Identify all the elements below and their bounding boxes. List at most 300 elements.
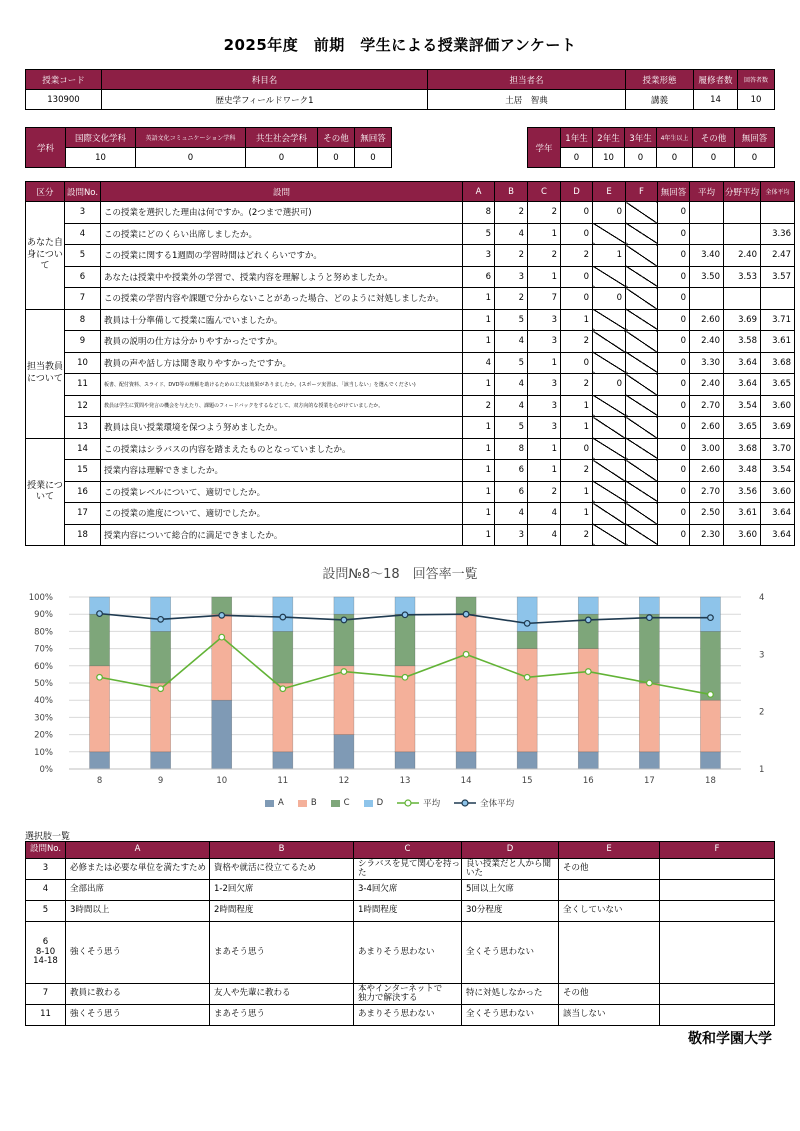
option-question-number: 5 (26, 901, 66, 922)
q-header-question: 設問 (101, 182, 463, 202)
answer-cell: 2.70 (690, 395, 724, 417)
answer-cell: 7 (528, 288, 561, 310)
y-left-tick-label: 80% (34, 627, 53, 638)
legend-label-b: B (310, 798, 317, 808)
answer-cell: 1 (561, 395, 593, 417)
average-point (219, 634, 225, 640)
answer-cell: 2 (528, 202, 561, 224)
legend-swatch-d (364, 800, 373, 807)
question-text: この授業の進度について、適切でしたか。 (101, 503, 463, 525)
y-right-tick-label: 1 (759, 765, 765, 775)
option-cell: その他 (559, 859, 660, 880)
dept-value-english: 0 (136, 148, 246, 168)
answer-cell: 3.64 (724, 352, 761, 374)
answer-cell: 2 (495, 202, 528, 224)
bar-segment-b (334, 666, 354, 735)
answer-cell: 2 (528, 481, 561, 503)
answer-cell: 1 (561, 503, 593, 525)
answer-cell: 0 (561, 266, 593, 288)
answer-cell: 3.64 (724, 374, 761, 396)
answer-cell: 3.60 (724, 524, 761, 546)
answer-cell: 1 (561, 481, 593, 503)
question-row (26, 374, 795, 396)
question-number: 6 (65, 266, 101, 288)
option-cell: 1-2回欠席 (210, 880, 354, 901)
average-point (97, 674, 103, 680)
opt-header-e: E (559, 842, 660, 859)
question-row (26, 202, 795, 224)
option-cell (559, 922, 660, 984)
answer-cell: 0 (593, 374, 626, 396)
answer-cell: 1 (528, 438, 561, 460)
answer-cell: 6 (495, 460, 528, 482)
answer-cell (626, 417, 658, 439)
answer-cell: 3.65 (761, 374, 795, 396)
average-point (585, 669, 591, 675)
option-cell (660, 1005, 775, 1026)
question-text: 教員の説明の仕方は分かりやすかったですか。 (101, 331, 463, 353)
question-number: 9 (65, 331, 101, 353)
dept-value-intl: 10 (66, 148, 136, 168)
answer-cell: 0 (658, 395, 690, 417)
question-number: 10 (65, 352, 101, 374)
opt-header-a: A (66, 842, 210, 859)
x-tick-label: 14 (460, 776, 472, 786)
legend-label-d: D (376, 798, 384, 808)
answer-cell (626, 503, 658, 525)
overall-average-point (708, 615, 714, 621)
answer-cell: 3.65 (724, 417, 761, 439)
opt-header-c: C (354, 842, 462, 859)
bar-segment-c (90, 614, 110, 666)
question-row (26, 352, 795, 374)
answer-cell: 1 (528, 352, 561, 374)
overall-average-point (97, 611, 103, 617)
answer-cell: 3.69 (724, 309, 761, 331)
answer-cell: 3.69 (761, 417, 795, 439)
answer-cell (593, 460, 626, 482)
overall-average-point (280, 614, 286, 620)
x-tick-label: 17 (643, 776, 655, 786)
answer-cell: 2.70 (690, 481, 724, 503)
dept-value-other: 0 (318, 148, 355, 168)
y-left-tick-label: 20% (34, 730, 53, 741)
question-number: 3 (65, 202, 101, 224)
q-header-d: D (561, 182, 593, 202)
legend-item-average (397, 797, 440, 809)
question-number: 12 (65, 395, 101, 417)
answer-cell: 0 (658, 524, 690, 546)
answer-cell: 0 (561, 288, 593, 310)
answer-cell: 0 (561, 223, 593, 245)
bar-segment-a (517, 752, 537, 769)
legend-label-overall-average: 全体平均 (480, 799, 515, 809)
bar-segment-c (639, 614, 659, 683)
answer-cell: 2.40 (724, 245, 761, 267)
answer-cell (690, 288, 724, 310)
answer-cell: 1 (561, 417, 593, 439)
answer-cell (626, 202, 658, 224)
option-cell: 本やインターネットで 独力で解決する (354, 984, 462, 1005)
option-cell: その他 (559, 984, 660, 1005)
option-cell (660, 984, 775, 1005)
y-left-tick-label: 50% (34, 679, 53, 689)
question-row (26, 245, 795, 267)
course-info-table (25, 69, 775, 110)
options-label: 選択肢一覧 (25, 832, 71, 842)
bar-segment-b (700, 700, 720, 752)
answer-cell: 5 (495, 352, 528, 374)
options-row (26, 901, 775, 922)
answer-cell: 4 (495, 331, 528, 353)
answer-cell: 5 (495, 417, 528, 439)
bar-segment-d (639, 597, 659, 614)
bar-segment-c (700, 631, 720, 700)
answer-cell (593, 266, 626, 288)
option-question-number: 4 (26, 880, 66, 901)
answer-cell: 3.57 (761, 266, 795, 288)
option-question-number: 3 (26, 859, 66, 880)
answer-cell: 2.40 (690, 331, 724, 353)
average-point (158, 686, 164, 692)
question-text: 教員は十分準備して授業に臨んでいましたか。 (101, 309, 463, 331)
opt-header-d: D (462, 842, 559, 859)
answer-cell (626, 460, 658, 482)
question-text: この授業にどのくらい出席しましたか。 (101, 223, 463, 245)
answer-cell: 3.53 (724, 266, 761, 288)
legend-label-average: 平均 (423, 799, 441, 809)
q-header-no: 設問No. (65, 182, 101, 202)
question-row (26, 331, 795, 353)
answer-cell: 2.47 (761, 245, 795, 267)
question-row (26, 481, 795, 503)
y-left-tick-label: 70% (34, 644, 53, 655)
x-tick-label: 12 (338, 776, 350, 786)
question-row (26, 503, 795, 525)
answer-cell: 2 (561, 245, 593, 267)
answer-cell (690, 223, 724, 245)
question-text: この授業の学習内容や課題で分からないことがあった場合、どのように対処しましたか。 (101, 288, 463, 310)
answer-cell: 0 (561, 438, 593, 460)
bar-segment-a (395, 752, 415, 769)
question-number: 17 (65, 503, 101, 525)
bar-segment-b (639, 683, 659, 752)
option-cell (660, 901, 775, 922)
response-rate-chart (25, 585, 775, 790)
overall-average-point (585, 617, 591, 623)
option-cell: あまりそう思わない (354, 1005, 462, 1026)
bar-segment-b (212, 614, 232, 700)
answer-cell (593, 503, 626, 525)
answer-cell: 2.60 (690, 417, 724, 439)
answer-cell: 3 (528, 374, 561, 396)
opt-header-no: 設問No. (26, 842, 66, 859)
bar-segment-d (700, 597, 720, 631)
bar-segment-b (273, 683, 293, 752)
answer-cell: 3 (495, 524, 528, 546)
answer-cell: 2.30 (690, 524, 724, 546)
answer-cell: 0 (658, 481, 690, 503)
bar-segment-a (273, 752, 293, 769)
answer-cell (724, 288, 761, 310)
average-point (402, 674, 408, 680)
enrolled-value: 14 (694, 90, 738, 110)
answer-cell (626, 266, 658, 288)
question-row (26, 266, 795, 288)
answer-cell: 2 (463, 395, 495, 417)
answer-cell: 1 (561, 309, 593, 331)
answer-cell: 3 (463, 245, 495, 267)
bar-segment-a (151, 752, 171, 769)
answer-cell: 0 (593, 288, 626, 310)
question-number: 16 (65, 481, 101, 503)
legend-marker-average (397, 799, 419, 807)
question-number: 18 (65, 524, 101, 546)
x-tick-label: 11 (277, 776, 289, 786)
answer-cell: 0 (658, 309, 690, 331)
opt-header-f: F (660, 842, 775, 859)
q-header-category: 区分 (26, 182, 65, 202)
question-text: この授業はシラバスの内容を踏まえたものとなっていましたか。 (101, 438, 463, 460)
year-table (527, 127, 775, 168)
option-cell: 2時間程度 (210, 901, 354, 922)
option-cell (660, 859, 775, 880)
option-question-number: 7 (26, 984, 66, 1005)
answer-cell (593, 309, 626, 331)
legend-item-d (364, 798, 384, 808)
answer-cell: 5 (463, 223, 495, 245)
y-left-tick-label: 40% (34, 696, 53, 707)
answer-cell: 3.60 (761, 395, 795, 417)
bar-segment-a (456, 752, 476, 769)
class-format-header: 授業形態 (626, 70, 694, 90)
option-question-number: 6 8-10 14-18 (26, 922, 66, 984)
dept-header-intl: 国際文化学科 (66, 128, 136, 148)
answer-cell: 8 (495, 438, 528, 460)
answer-cell (761, 202, 795, 224)
answer-cell (593, 352, 626, 374)
y-left-tick-label: 30% (34, 713, 53, 724)
answer-cell: 3.48 (724, 460, 761, 482)
question-row (26, 309, 795, 331)
answer-cell: 1 (463, 331, 495, 353)
year-header-other: その他 (693, 128, 735, 148)
option-cell: 強くそう思う (66, 1005, 210, 1026)
answer-cell (626, 331, 658, 353)
university-name: 敬和学園大学 (688, 1031, 772, 1047)
answer-cell: 2 (561, 524, 593, 546)
questions-table (25, 181, 795, 546)
answer-cell: 0 (658, 266, 690, 288)
question-text: 教員の声や話し方は聞き取りやすかったですか。 (101, 352, 463, 374)
subject-name-value: 歴史学フィールドワーク1 (102, 90, 428, 110)
answer-cell (626, 524, 658, 546)
option-cell (660, 922, 775, 984)
answer-cell: 6 (463, 266, 495, 288)
question-text: 板書、配付資料、スライド、DVD等の理解を助けるための工夫は効果がありましたか。(スポーツ実習は、「該当しない」を選んでください) (101, 374, 463, 396)
answer-cell: 1 (463, 417, 495, 439)
answer-cell: 1 (528, 460, 561, 482)
option-cell: あまりそう思わない (354, 922, 462, 984)
answer-cell: 3.70 (761, 438, 795, 460)
option-question-number: 11 (26, 1005, 66, 1026)
answer-cell: 3.64 (761, 503, 795, 525)
option-cell: 1時間程度 (354, 901, 462, 922)
dept-header-none: 無回答 (355, 128, 392, 148)
answer-cell: 2.50 (690, 503, 724, 525)
answer-cell: 4 (495, 223, 528, 245)
option-cell (559, 880, 660, 901)
option-cell: 全くそう思わない (462, 1005, 559, 1026)
average-point (524, 674, 530, 680)
answer-cell: 4 (528, 524, 561, 546)
answer-cell: 3.68 (761, 352, 795, 374)
answer-cell: 2 (495, 245, 528, 267)
question-row (26, 223, 795, 245)
chart-title: 設問№8～18 回答率一覧 (322, 567, 478, 582)
answer-cell: 3.68 (724, 438, 761, 460)
option-cell: 必修または必要な単位を満たすため (66, 859, 210, 880)
q-header-average: 平均 (690, 182, 724, 202)
q-header-field-average: 分野平均 (724, 182, 761, 202)
answer-cell: 8 (463, 202, 495, 224)
x-tick-label: 16 (582, 776, 594, 786)
y-right-tick-label: 2 (759, 707, 765, 718)
q-header-b: B (495, 182, 528, 202)
answer-cell: 3.30 (690, 352, 724, 374)
year-header-4plus: 4年生以上 (657, 128, 693, 148)
answer-cell: 1 (463, 438, 495, 460)
answer-cell: 4 (495, 374, 528, 396)
answer-cell: 1 (528, 223, 561, 245)
q-header-noanswer: 無回答 (658, 182, 690, 202)
answer-cell: 0 (658, 352, 690, 374)
answer-cell: 0 (658, 288, 690, 310)
question-text: この授業レベルについて、適切でしたか。 (101, 481, 463, 503)
category-label: あなた自身について (26, 202, 65, 310)
average-point (280, 686, 286, 692)
answer-cell: 1 (463, 288, 495, 310)
bar-segment-c (395, 614, 415, 666)
bar-segment-a (578, 752, 598, 769)
answer-cell: 0 (658, 417, 690, 439)
option-cell: 強くそう思う (66, 922, 210, 984)
dept-header-other: その他 (318, 128, 355, 148)
bar-segment-a (334, 735, 354, 769)
option-cell: 該当しない (559, 1005, 660, 1026)
answer-cell (626, 288, 658, 310)
answer-cell: 2.60 (690, 309, 724, 331)
options-row (26, 922, 775, 984)
answer-cell: 2.60 (690, 460, 724, 482)
legend-item-a (265, 798, 284, 808)
question-text: この授業を選択した理由は何ですか。(2つまで選択可) (101, 202, 463, 224)
answer-cell: 3.40 (690, 245, 724, 267)
course-code-value: 130900 (26, 90, 102, 110)
option-cell: シラバスを見て関心を持った (354, 859, 462, 880)
answer-cell: 0 (561, 352, 593, 374)
options-row (26, 859, 775, 880)
question-number: 8 (65, 309, 101, 331)
q-header-overall-average: 全体平均 (761, 182, 795, 202)
average-point (647, 680, 653, 686)
question-number: 5 (65, 245, 101, 267)
dept-header-english: 英語文化コミュニケーション学科 (136, 128, 246, 148)
year-header-1: 1年生 (561, 128, 593, 148)
answer-cell: 0 (561, 202, 593, 224)
options-row (26, 880, 775, 901)
answer-cell: 3 (528, 309, 561, 331)
options-table (25, 841, 775, 1026)
overall-average-point (219, 613, 225, 619)
x-tick-label: 9 (157, 776, 164, 786)
option-cell: 資格や就活に役立てるため (210, 859, 354, 880)
answer-cell: 0 (658, 374, 690, 396)
x-tick-label: 10 (216, 776, 228, 786)
answer-cell: 5 (495, 309, 528, 331)
answer-cell: 1 (463, 374, 495, 396)
answer-cell: 3 (528, 395, 561, 417)
chart-legend (265, 797, 514, 809)
option-cell: まあそう思う (210, 922, 354, 984)
question-number: 14 (65, 438, 101, 460)
answer-cell (761, 288, 795, 310)
answer-cell: 0 (658, 202, 690, 224)
answer-cell: 2 (561, 460, 593, 482)
answer-cell (593, 417, 626, 439)
year-value-3: 0 (625, 148, 657, 168)
answer-cell: 3.54 (761, 460, 795, 482)
bar-segment-c (212, 597, 232, 614)
bar-segment-a (212, 700, 232, 769)
average-point (463, 652, 469, 658)
answer-cell: 1 (528, 266, 561, 288)
subject-name-header: 科目名 (102, 70, 428, 90)
question-row (26, 524, 795, 546)
question-text: 教員は学生に質問や発言の機会を与えたり、課題のフィードバックをするなどして、双方向的な授業を心がけていましたか。 (101, 395, 463, 417)
answer-cell: 3.58 (724, 331, 761, 353)
respondents-header: 回答者数 (738, 70, 775, 90)
answer-cell (593, 395, 626, 417)
option-cell: 全くそう思わない (462, 922, 559, 984)
answer-cell: 2 (495, 288, 528, 310)
answer-cell: 1 (463, 309, 495, 331)
answer-cell: 0 (658, 438, 690, 460)
department-table (25, 127, 392, 168)
y-left-tick-label: 100% (28, 593, 53, 603)
answer-cell (626, 223, 658, 245)
y-left-tick-label: 60% (34, 661, 53, 672)
bar-segment-b (456, 614, 476, 752)
answer-cell: 3.64 (761, 524, 795, 546)
y-right-tick-label: 4 (759, 593, 765, 603)
answer-cell (690, 202, 724, 224)
x-tick-label: 8 (96, 776, 103, 786)
answer-cell: 4 (463, 352, 495, 374)
question-row (26, 288, 795, 310)
answer-cell (593, 481, 626, 503)
options-row (26, 1005, 775, 1026)
legend-swatch-a (265, 800, 274, 807)
option-cell: 5回以上欠席 (462, 880, 559, 901)
x-tick-label: 13 (399, 776, 411, 786)
legend-item-b (298, 798, 317, 808)
bar-segment-a (90, 752, 110, 769)
year-value-none: 0 (735, 148, 775, 168)
answer-cell: 3.00 (690, 438, 724, 460)
opt-header-b: B (210, 842, 354, 859)
question-text: 授業内容について総合的に満足できましたか。 (101, 524, 463, 546)
